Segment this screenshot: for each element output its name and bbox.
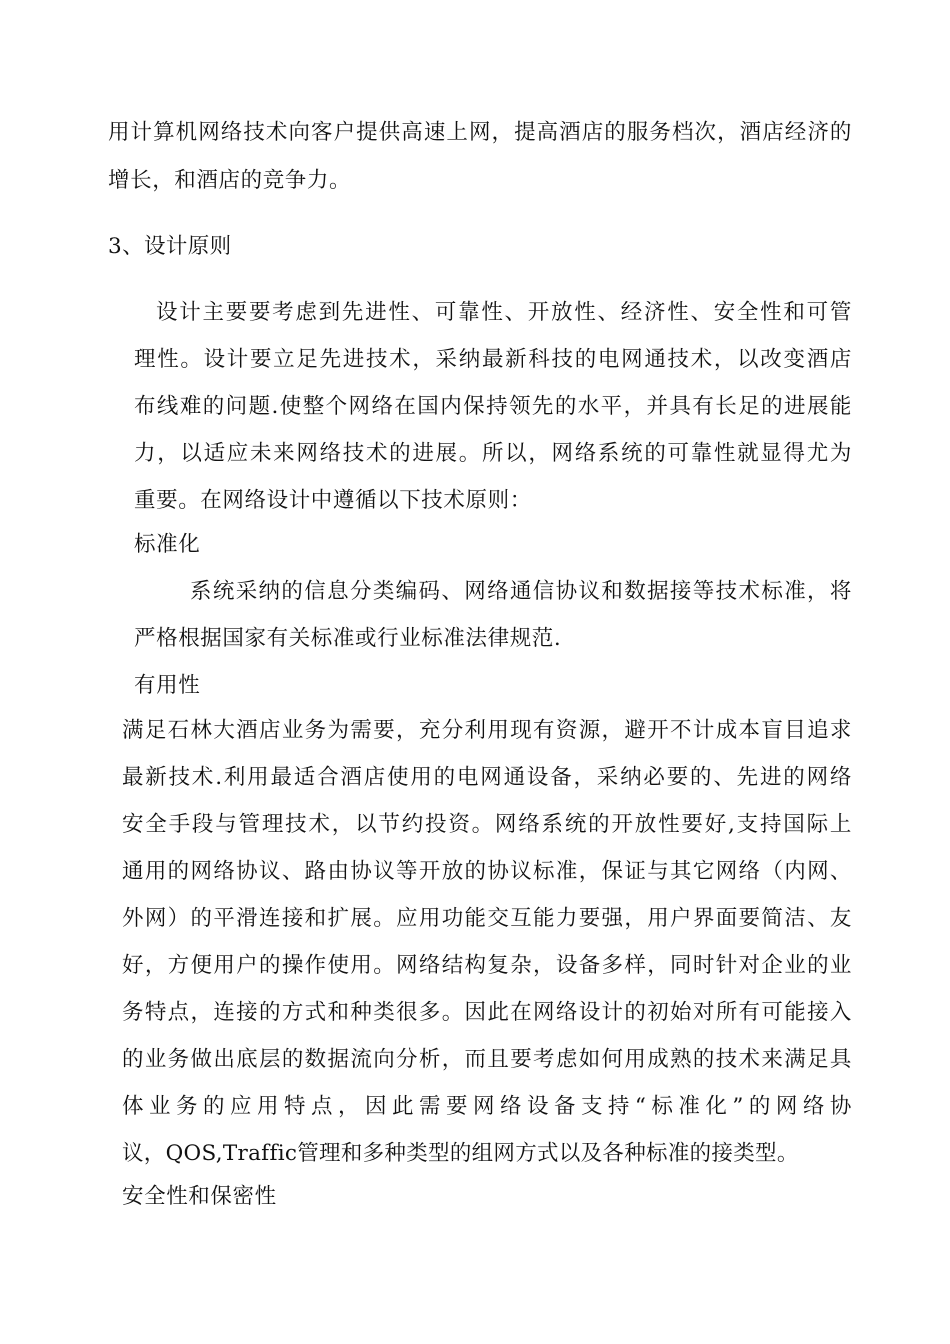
standardization-line-1: 系统采纳的信息分类编码、网络通信协议和数据接等技术标准，将 <box>190 579 852 604</box>
section-heading: 3、设计原则 <box>108 234 232 259</box>
practicality-line-8: 的业务做出底层的数据流向分析，而且要考虑如何用成熟的技术来满足具 <box>122 1047 852 1072</box>
standardization-heading: 标准化 <box>134 532 201 557</box>
practicality-line-3: 安全手段与管理技术，以节约投资。网络系统的开放性要好,支持国际上 <box>122 812 852 837</box>
design-line-1: 设计主要要考虑到先进性、可靠性、开放性、经济性、安全性和可管 <box>156 300 852 325</box>
practicality-line-7: 务特点，连接的方式和种类很多。因此在网络设计的初始对所有可能接入 <box>122 1000 852 1025</box>
design-line-4: 力，以适应未来网络技术的进展。所以，网络系统的可靠性就显得尤为 <box>134 441 852 466</box>
practicality-line-5: 外网）的平滑连接和扩展。应用功能交互能力要强，用户界面要简洁、友 <box>122 906 852 931</box>
practicality-line-1: 满足石林大酒店业务为需要，充分利用现有资源，避开不计成本盲目追求 <box>122 718 852 743</box>
security-heading: 安全性和保密性 <box>122 1184 277 1209</box>
design-line-2: 理性。设计要立足先进技术，采纳最新科技的电网通技术，以改变酒店 <box>134 347 852 372</box>
practicality-line-9: 体业务的应用特点，因此需要网络设备支持“标准化”的网络协 <box>122 1094 852 1119</box>
practicality-line-2: 最新技术.利用最适合酒店使用的电网通设备，采纳必要的、先进的网络 <box>122 765 852 790</box>
practicality-line-10: 议，QOS,Traffic管理和多种类型的组网方式以及各种标准的接类型。 <box>122 1141 799 1166</box>
intro-line-1: 用计算机网络技术向客户提供高速上网，提高酒店的服务档次，酒店经济的 <box>108 120 852 145</box>
practicality-heading: 有用性 <box>134 673 201 698</box>
design-line-3: 布线难的问题.使整个网络在国内保持领先的水平，并具有长足的进展能 <box>134 394 852 419</box>
design-line-5: 重要。在网络设计中遵循以下技术原则： <box>134 488 532 513</box>
practicality-line-4: 通用的网络协议、路由协议等开放的协议标准，保证与其它网络（内网、 <box>122 859 852 884</box>
standardization-line-2: 严格根据国家有关标准或行业标准法律规范. <box>134 626 562 651</box>
intro-line-2: 增长，和酒店的竞争力。 <box>108 168 352 193</box>
practicality-line-6: 好，方便用户的操作使用。网络结构复杂，设备多样，同时针对企业的业 <box>122 953 852 978</box>
